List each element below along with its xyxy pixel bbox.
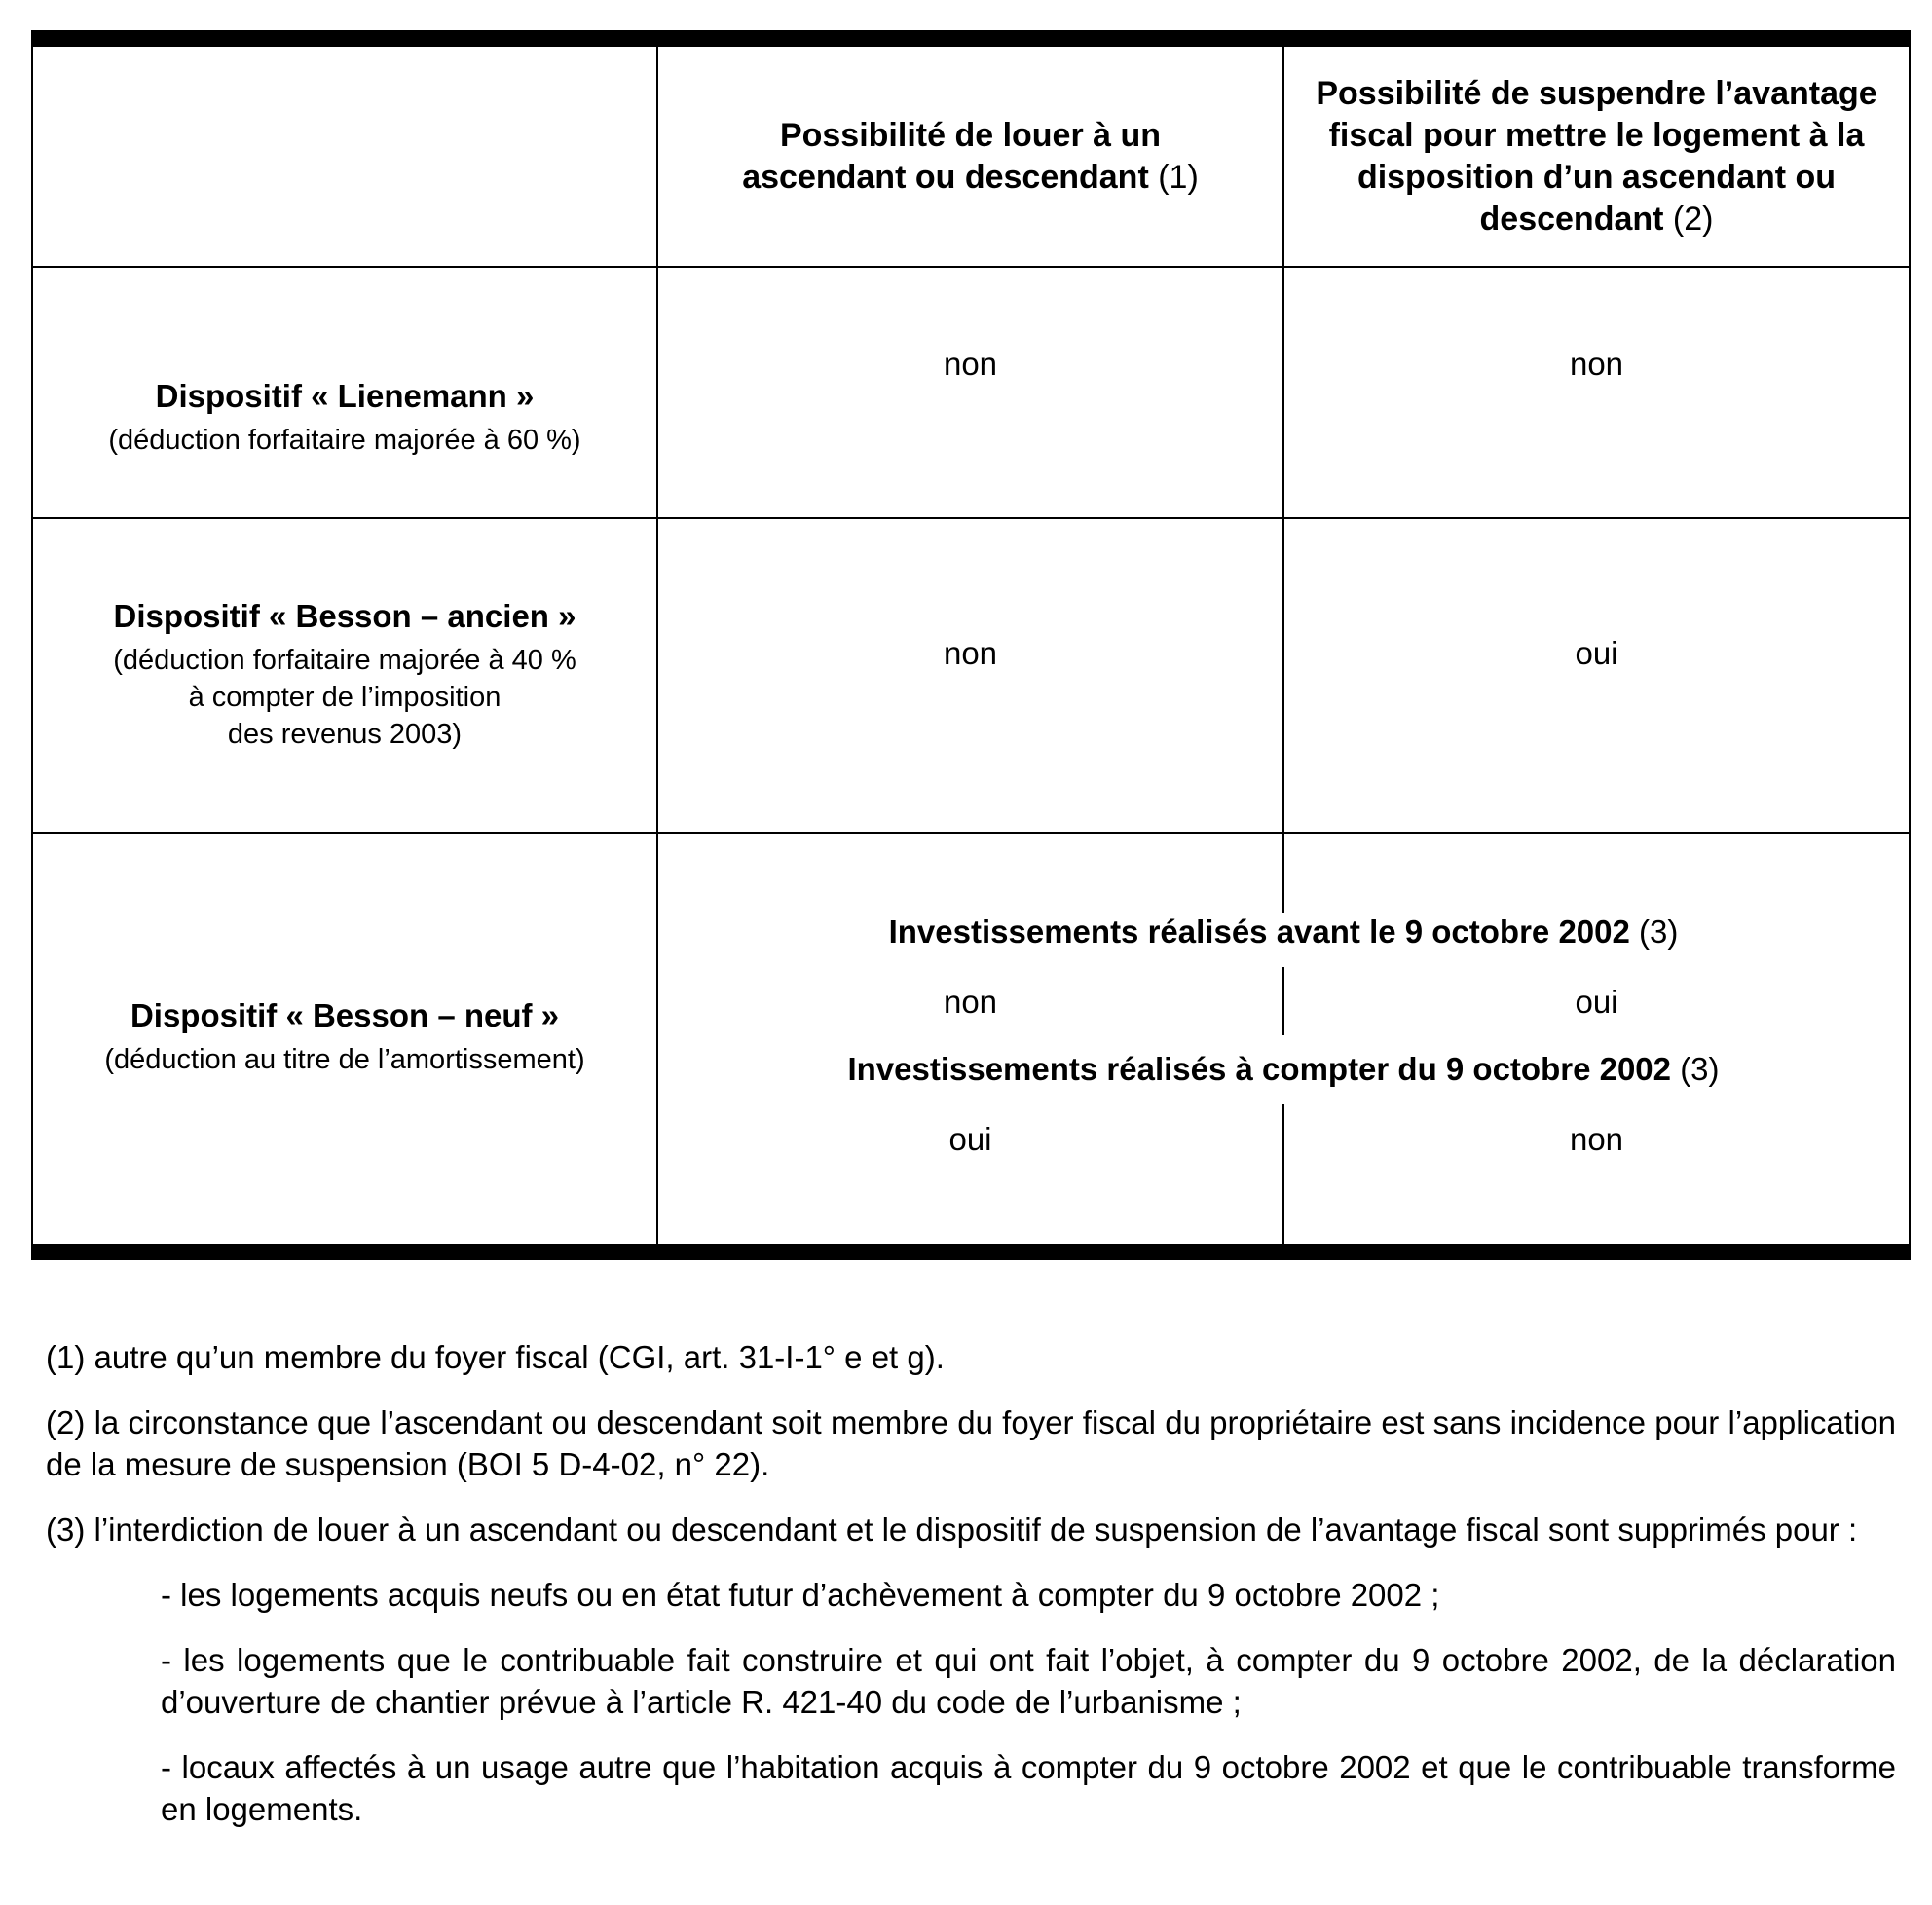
footnote-3-bullet: - locaux affectés à un usage autre que l’habitation acquis à compter du 9 octobre 2002 et que le contribuable transforme en logements. xyxy=(161,1749,1896,1827)
row-besson-ancien-label xyxy=(33,519,656,832)
band-label: Investissements réalisés avant le 9 octobre 2002 xyxy=(888,914,1630,950)
footnote-ref-3: (3) xyxy=(1680,1051,1720,1087)
comparison-table xyxy=(31,30,1911,1260)
row-lienemann-label xyxy=(33,268,656,517)
row-subtitle-line: à compter de l’imposition xyxy=(188,682,502,713)
header-col-louer-text: Possibilité de louer à un ascendant ou descendant xyxy=(742,116,1162,196)
row-subtitle-line: (déduction forfaitaire majorée à 40 % xyxy=(113,645,576,676)
header-col-suspendre xyxy=(1284,47,1909,266)
footnote-ref-1: (1) xyxy=(1158,158,1199,196)
row-lienemann-suspendre-value: non xyxy=(1569,346,1624,382)
table-bottom-rule xyxy=(31,1244,1911,1260)
row-besson-ancien-louer-value: non xyxy=(943,635,998,671)
band-label: Investissements réalisés à compter du 9 octobre 2002 xyxy=(847,1051,1672,1087)
band-avant-louer-value: non xyxy=(943,984,998,1020)
row-subtitle: (déduction au titre de l’amortissement) xyxy=(104,1043,585,1075)
footnote-ref-2: (2) xyxy=(1672,200,1714,238)
footnote-1: (1) autre qu’un membre du foyer fiscal (CGI, art. 31-I-1° e et g). xyxy=(46,1339,945,1375)
table-right-border xyxy=(1909,47,1911,1244)
footnote-3-bullet: - les logements que le contribuable fait construire et qui ont fait l’objet, à compter du 9 octobre 2002, de la déclaration d’ouverture de chantier prévue à l’article R. 421-40 du code de l’urbanisme ; xyxy=(161,1642,1896,1720)
band-avant-suspendre-value: oui xyxy=(1575,984,1618,1020)
footnotes xyxy=(46,1336,1896,1853)
row-lienemann-louer-value: non xyxy=(943,346,998,382)
header-col-louer xyxy=(658,47,1282,266)
footnote-3-bullet: - les logements acquis neufs ou en état futur d’achèvement à compter du 9 octobre 2002 ; xyxy=(161,1577,1440,1613)
band-a-compter-louer-value: oui xyxy=(948,1121,992,1157)
row-subtitle: (déduction forfaitaire majorée à 60 %) xyxy=(108,425,581,456)
table-top-rule xyxy=(31,30,1911,47)
footnote-2: (2) la circonstance que l’ascendant ou descendant soit membre du foyer fiscal du propriétaire est sans incidence pour l’application de la mesure de suspension (BOI 5 D-4-02, n° 22). xyxy=(46,1404,1896,1482)
band-avant-9-octobre-2002 xyxy=(658,913,1909,952)
band-a-compter-9-octobre-2002 xyxy=(658,1050,1909,1089)
row-subtitle-line: des revenus 2003) xyxy=(227,719,463,750)
band-a-compter-suspendre-value: non xyxy=(1569,1121,1624,1157)
footnote-3: (3) l’interdiction de louer à un ascendant ou descendant et le dispositif de suspension de l’avantage fiscal sont supprimés pour : xyxy=(46,1512,1858,1548)
row-besson-neuf-label xyxy=(33,834,656,1244)
row-title: Dispositif « Lienemann » xyxy=(155,378,535,414)
row-title: Dispositif « Besson – neuf » xyxy=(130,996,560,1033)
row-besson-ancien-suspendre-value: oui xyxy=(1575,635,1618,671)
footnote-ref-3: (3) xyxy=(1639,914,1679,950)
row-title: Dispositif « Besson – ancien » xyxy=(113,598,576,634)
header-col-suspendre-text: Possibilité de suspendre l’avantage fiscal pour mettre le logement à la disposition d’un ascendant ou descendant xyxy=(1316,74,1877,238)
